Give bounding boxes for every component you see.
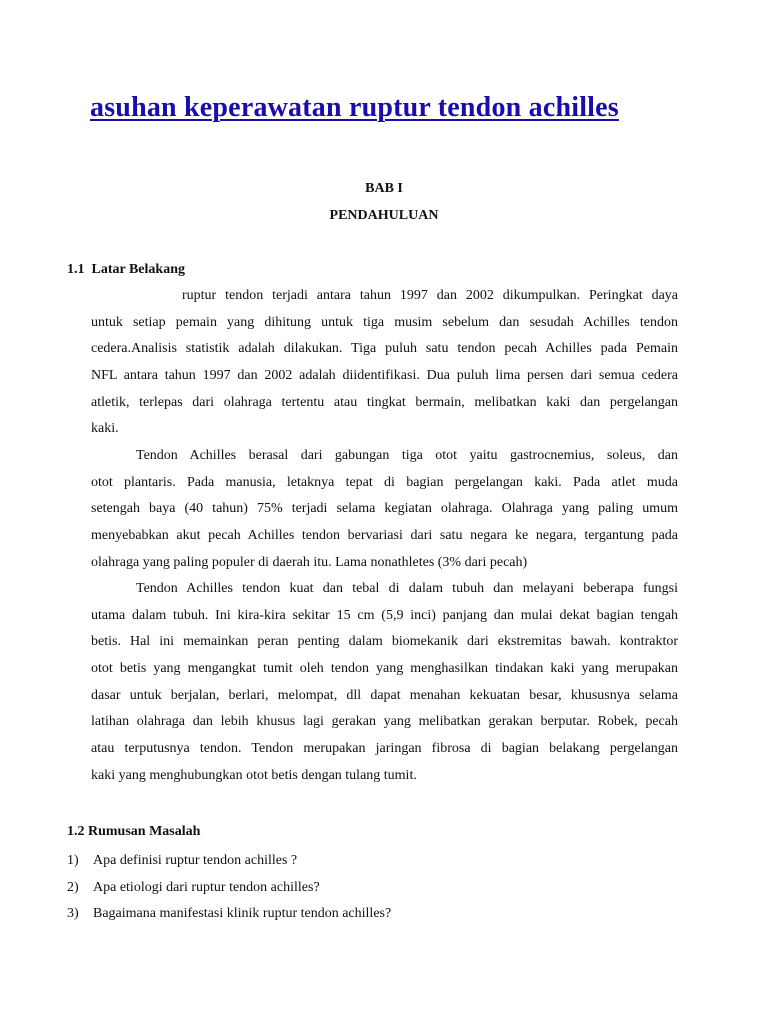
- list-text: Apa definisi ruptur tendon achilles ?: [93, 853, 298, 868]
- text-line: NFL antara tahun 1997 dan 2002 adalah diidentifikasi. Dua puluh lima persen dari semua cedera: [91, 368, 678, 384]
- list-item: [67, 875, 391, 902]
- text-line: kaki.: [91, 421, 119, 437]
- text-line: Tendon Achilles tendon kuat dan tebal di dalam tubuh dan melayani beberapa fungsi: [136, 581, 678, 596]
- list-text: Apa etiologi dari ruptur tendon achilles?: [93, 879, 320, 895]
- paragraph-2: [91, 443, 678, 576]
- paragraph-3: [91, 576, 678, 790]
- text-line: atau terputusnya tendon. Tendon merupakan jaringan fibrosa di bagian belakang pergelangan: [91, 741, 678, 757]
- text-line: utama dalam tubuh. Ini kira-kira sekitar 15 cm (5,9 inci) panjang dan mulai dekat bagian tengah: [91, 607, 678, 623]
- list-item: [67, 901, 391, 928]
- text-line: untuk setiap pemain yang dihitung untuk tiga musim sebelum dan sesudah Achilles tendon: [91, 314, 678, 330]
- chapter-title: PENDAHULUAN: [329, 208, 439, 223]
- text-line: otot betis yang mengangkat tumit oleh tendon yang menghasilkan tindakan kaki yang merupakan: [91, 661, 678, 677]
- text-line: atletik, terlepas dari olahraga tertentu atau tingkat bermain, melibatkan kaki dan pergelangan: [91, 394, 678, 410]
- text-line: betis. Hal ini memainkan peran penting dalam biomekanik dari ekstremitas bawah. kontraktor: [91, 634, 678, 650]
- text-line: setengah baya (40 tahun) 75% terjadi selama kegiatan olahraga. Olahraga yang paling umum: [91, 501, 678, 517]
- text-line: ruptur tendon terjadi antara tahun 1997 dan 2002 dikumpulkan. Peringkat daya: [182, 288, 678, 303]
- list-text: Bagaimana manifestasi klinik ruptur tendon achilles?: [93, 906, 392, 922]
- chapter-number: BAB I: [365, 181, 403, 196]
- list-number: 2): [67, 879, 79, 895]
- text-line: menyebabkan akut pecah Achilles tendon bervariasi dari satu negara ke negara, tergantung pada: [91, 528, 678, 544]
- text-line: Tendon Achilles berasal dari gabungan tiga otot yaitu gastrocnemius, soleus, dan: [136, 448, 678, 463]
- problem-list: [67, 848, 391, 928]
- section-heading-latar-belakang: 1.1 Latar Belakang: [67, 262, 185, 277]
- text-line: dasar untuk berjalan, berlari, melompat, dll dapat menahan kekuatan besar, khususnya selama: [91, 687, 678, 703]
- text-line: olahraga yang paling populer di daerah itu. Lama nonathletes (3% dari pecah): [91, 554, 528, 570]
- list-number: 3): [67, 906, 79, 922]
- document-title-link[interactable]: asuhan keperawatan ruptur tendon achilles: [90, 92, 619, 123]
- text-line: latihan olahraga dan lebih khusus lagi gerakan yang melibatkan gerakan berputar. Robek, pecah: [91, 714, 678, 730]
- text-line: cedera.Analisis statistik adalah dilakukan. Tiga puluh satu tendon pecah Achilles pada Pemain: [91, 341, 678, 357]
- section-heading-rumusan-masalah: 1.2 Rumusan Masalah: [67, 824, 201, 839]
- paragraph-1: [91, 283, 678, 443]
- list-number: 1): [67, 853, 79, 868]
- list-item: [67, 848, 391, 875]
- text-line: kaki yang menghubungkan otot betis dengan tulang tumit.: [91, 767, 417, 783]
- text-line: otot plantaris. Pada manusia, letaknya tepat di bagian pergelangan kaki. Pada atlet muda: [91, 474, 678, 490]
